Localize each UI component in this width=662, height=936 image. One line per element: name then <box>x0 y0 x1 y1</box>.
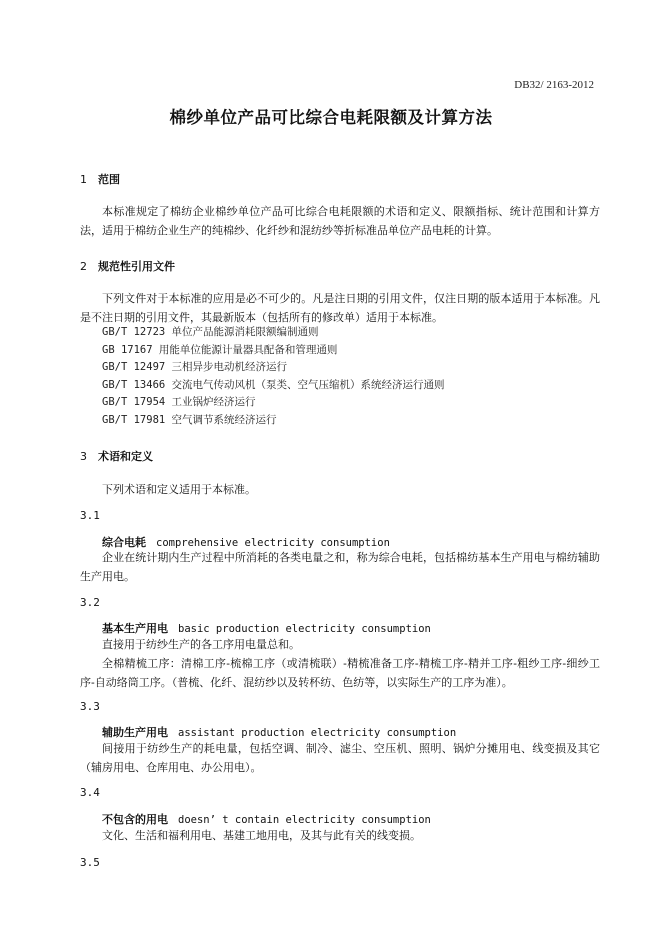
term-line <box>80 811 622 827</box>
term-definition: 直接用于纺纱生产的各工序用电量总和。 <box>102 638 300 651</box>
section-number: 1 <box>80 173 87 186</box>
section-number: 3 <box>80 450 87 463</box>
section-title: 范围 <box>98 173 120 186</box>
reference-item: GB/T 12497 三相异步电动机经济运行 <box>102 361 288 373</box>
term-definition: 文化、生活和福利用电、基建工地用电，及其与此有关的线变损。 <box>102 829 421 842</box>
section-3-paragraph: 下列术语和定义适用于本标准。 <box>102 483 256 496</box>
reference-item: GB/T 13466 交流电气传动风机（泵类、空气压缩机）系统经济运行通则 <box>102 378 445 391</box>
reference-item: GB/T 12723 单位产品能源消耗限额编制通则 <box>102 326 319 338</box>
section-3-heading <box>80 448 600 464</box>
term-english: comprehensive electricity consumption <box>156 537 390 549</box>
term-english: doesn’ t contain electricity consumption <box>178 814 431 826</box>
section-2-paragraph: 下列文件对于本标准的应用是必不可少的。凡是注日期的引用文件，仅注日期的版本适用于本标准。凡是不注日期的引用文件，其最新版本（包括所有的修改单）适用于本标准。 <box>80 292 600 324</box>
term-english: basic production electricity consumption <box>178 623 431 635</box>
reference-item: GB/T 17954 工业锅炉经济运行 <box>102 396 256 408</box>
section-title: 术语和定义 <box>98 450 153 463</box>
term-line <box>80 724 622 740</box>
clause-number: 3.2 <box>80 596 100 609</box>
standard-code: DB32/ 2163-2012 <box>514 79 594 91</box>
term-definition: 间接用于纺纱生产的耗电量，包括空调、制冷、滤尘、空压机、照明、锅炉分摊用电、线变损及其它（辅房用电、仓库用电、办公用电）。 <box>80 742 600 774</box>
term-chinese: 不包含的用电 <box>102 813 168 826</box>
term-definition: 企业在统计期内生产过程中所消耗的各类电量之和，称为综合电耗，包括棉纺基本生产用电与棉纺辅助生产用电。 <box>80 551 600 583</box>
clause-number: 3.3 <box>80 700 100 713</box>
normative-references-list <box>80 324 622 429</box>
section-1-paragraph: 本标准规定了棉纺企业棉纱单位产品可比综合电耗限额的术语和定义、限额指标、统计范围和计算方法，适用于棉纺企业生产的纯棉纱、化纤纱和混纺纱等折标准品单位产品电耗的计算。 <box>80 205 600 237</box>
term-chinese: 综合电耗 <box>102 536 146 549</box>
section-number: 2 <box>80 260 87 273</box>
reference-item: GB 17167 用能单位能源计量器具配备和管理通则 <box>102 343 338 356</box>
term-chinese: 基本生产用电 <box>102 622 168 635</box>
clause-number: 3.1 <box>80 509 100 522</box>
term-english: assistant production electricity consumption <box>178 727 457 739</box>
section-2-heading <box>80 258 600 274</box>
clause-number: 3.5 <box>80 856 100 869</box>
term-definition: 全棉精梳工序：清棉工序-梳棉工序（或清梳联）-精梳准备工序-精梳工序-精并工序-粗纱工序-细纱工序-自动络筒工序。（普梳、化纤、混纺纱以及转杯纺、色纺等，以实际生产的工序为准）。 <box>80 657 600 689</box>
section-1-heading <box>80 171 600 187</box>
term-chinese: 辅助生产用电 <box>102 726 168 739</box>
clause-number: 3.4 <box>80 786 100 799</box>
section-title: 规范性引用文件 <box>98 260 175 273</box>
term-line <box>80 620 622 636</box>
reference-item: GB/T 17981 空气调节系统经济运行 <box>102 413 277 426</box>
document-title: 棉纱单位产品可比综合电耗限额及计算方法 <box>169 108 493 127</box>
